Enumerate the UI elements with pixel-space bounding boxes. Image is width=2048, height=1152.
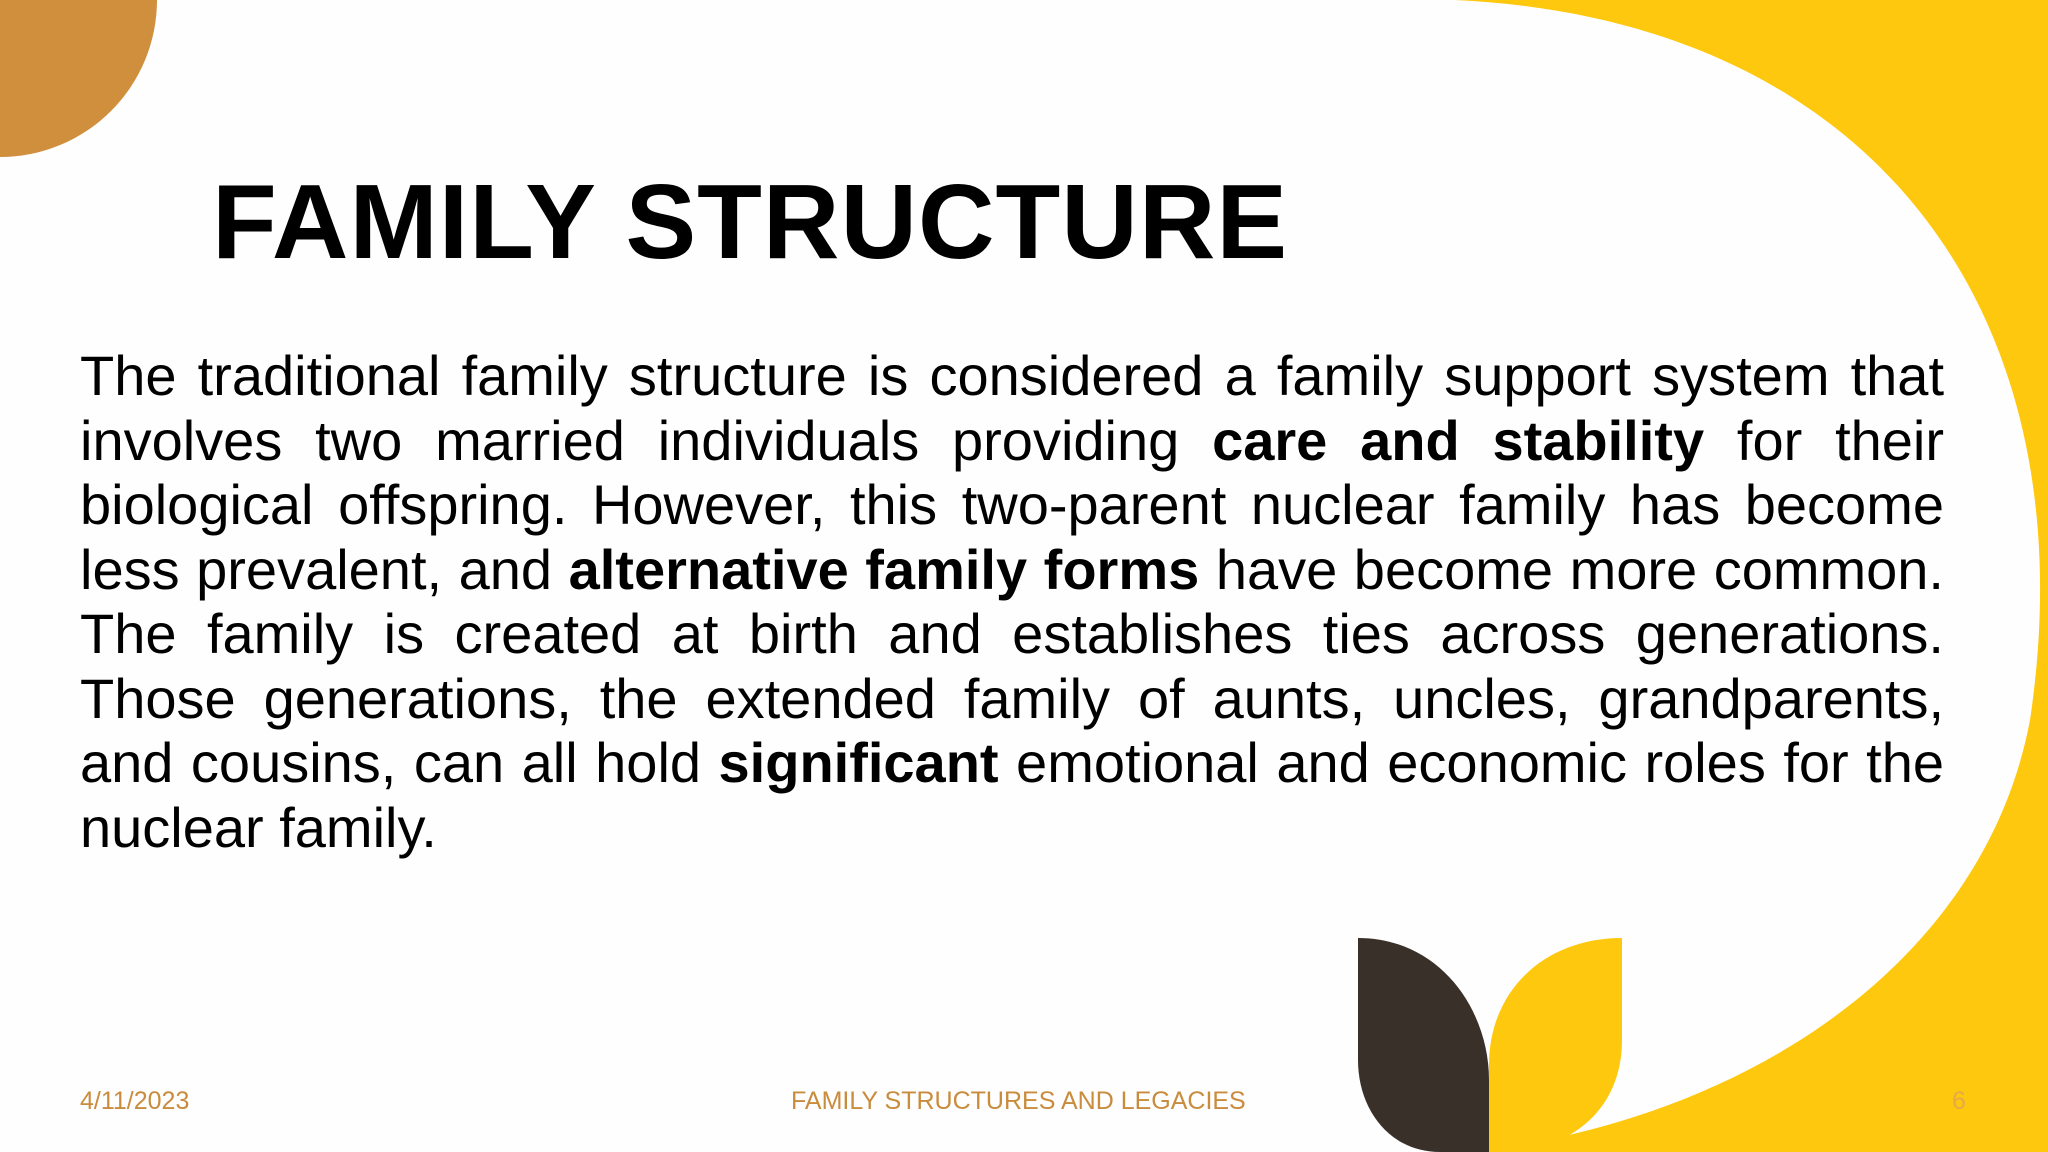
body-text-segment: for their biological offspring. However, this two-parent nuclear family has become less prevalent, and: [80, 408, 1944, 601]
body-text-segment: have become more common. The family is created at birth and establishes ties across generations. Those generations, the extended family of aunts, uncles, grandparents, and cousins, can all hold: [80, 537, 1944, 794]
orange-corner-shape: [0, 0, 157, 157]
body-text-segment: emotional and economic roles for the nuclear family.: [80, 731, 1945, 859]
body-bold-phrase: alternative family forms: [568, 537, 1200, 601]
slide-title: FAMILY STRUCTURE: [212, 163, 1289, 281]
footer-date: 4/11/2023: [80, 1087, 190, 1115]
slide-body-text: [80, 344, 1944, 860]
dark-leaf-shape: [1358, 938, 1489, 1152]
body-text-segment: The traditional family structure is considered a family support system that involves two married individuals providing: [80, 344, 1944, 472]
footer-presentation-title: FAMILY STRUCTURES AND LEGACIES: [791, 1087, 1246, 1115]
body-bold-phrase: significant: [718, 731, 999, 794]
body-bold-phrase: care and stability: [1212, 408, 1705, 472]
footer-page-number: 6: [1952, 1087, 1966, 1115]
yellow-leaf-shape: [1489, 938, 1622, 1152]
